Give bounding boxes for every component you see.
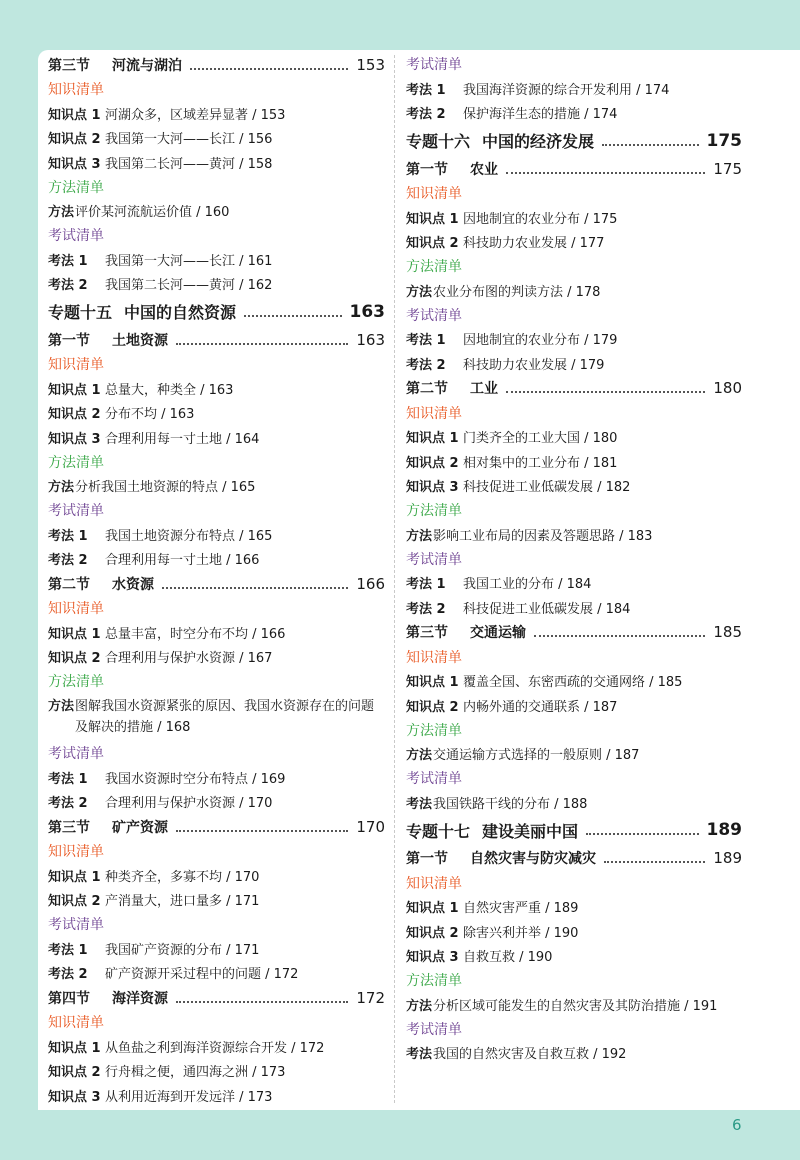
- toc-chapter[interactable]: [48, 296, 385, 327]
- dot-leader: [176, 1001, 348, 1003]
- section-title: 交通运输: [470, 625, 526, 641]
- entry-text: 我国第一大河——长江 / 161: [105, 253, 273, 269]
- category-heading: 考试清单: [406, 551, 462, 568]
- page-ref: 175: [713, 159, 742, 178]
- toc-entry[interactable]: [48, 765, 385, 790]
- section-number: 第三节: [48, 819, 90, 836]
- entry-text: 我国铁路干线的分布 / 188: [433, 796, 588, 812]
- chapter-number: 专题十六: [406, 132, 471, 151]
- entry-label: 考法 1: [48, 942, 88, 958]
- category-heading: 考试清单: [48, 917, 104, 933]
- category-heading: 方法清单: [406, 259, 462, 275]
- entry-label: 方法: [406, 998, 433, 1014]
- toc-entry[interactable]: [48, 645, 385, 670]
- toc-entry[interactable]: [406, 327, 742, 352]
- toc-entry[interactable]: [406, 992, 742, 1017]
- toc-entry[interactable]: [406, 449, 742, 474]
- toc-entry[interactable]: [48, 272, 385, 297]
- entry-label: 知识点 1: [48, 1040, 101, 1056]
- toc-entry[interactable]: [406, 522, 742, 547]
- toc-entry[interactable]: [48, 150, 385, 175]
- entry-label: 知识点 2: [406, 455, 459, 471]
- entry-text: 行舟楫之便，通四海之洲 / 173: [105, 1065, 286, 1081]
- section-title: 水资源: [112, 576, 154, 593]
- entry-text: 河湖众多，区域差异显著 / 153: [105, 107, 286, 123]
- entry-label: 知识点 3: [48, 1089, 101, 1105]
- entry-text: 我国第二长河——黄河 / 162: [105, 278, 273, 294]
- entry-text: 我国第一大河——长江 / 156: [105, 132, 273, 148]
- category-heading: 考试清单: [48, 503, 104, 519]
- toc-entry[interactable]: [406, 278, 742, 303]
- dot-leader: [506, 391, 705, 393]
- toc-entry[interactable]: [406, 790, 742, 815]
- entry-label: 方法: [406, 284, 433, 300]
- entry-text: 门类齐全的工业大国 / 180: [463, 431, 618, 447]
- entry-text: 农业分布图的判读方法 / 178: [433, 284, 601, 300]
- toc-entry[interactable]: [406, 1041, 742, 1066]
- entry-label: 知识点 2: [48, 894, 101, 910]
- entry-label: 知识点 2: [406, 236, 459, 252]
- section-number: 第一节: [406, 161, 448, 178]
- entry-text: 覆盖全国、东密西疏的交通网络 / 185: [463, 675, 683, 691]
- entry-text: 合理利用每一寸土地 / 164: [105, 431, 260, 447]
- page-ref: 189: [706, 820, 742, 840]
- entry-label: 知识点 2: [48, 1065, 101, 1081]
- entry-label: 知识点 1: [406, 431, 459, 447]
- page-ref: 170: [356, 817, 385, 836]
- toc-section[interactable]: [48, 814, 385, 839]
- toc-section[interactable]: [406, 376, 742, 401]
- entry-text: 我国矿产资源的分布 / 171: [105, 942, 260, 958]
- toc-section[interactable]: [406, 156, 742, 181]
- entry-text: 我国海洋资源的综合开发利用 / 174: [463, 82, 670, 98]
- toc-entry[interactable]: [406, 919, 742, 944]
- section-number: 第二节: [48, 576, 90, 593]
- page-ref: 153: [356, 55, 385, 74]
- entry-label: 知识点 3: [406, 950, 459, 966]
- chapter-title: 建设美丽中国: [482, 821, 579, 841]
- entry-text: 科技促进工业低碳发展 / 184: [463, 601, 631, 617]
- toc-entry[interactable]: [406, 895, 742, 920]
- category-heading: 知识清单: [48, 1015, 104, 1031]
- entry-label: 考法 2: [48, 553, 88, 569]
- category-heading: 考试清单: [48, 228, 104, 244]
- page-ref: 172: [356, 988, 385, 1007]
- entry-text: 我国水资源时空分布特点 / 169: [105, 771, 286, 787]
- toc-right-column: [406, 52, 742, 1065]
- section-number: 第三节: [48, 57, 90, 74]
- toc-entry[interactable]: [406, 76, 742, 101]
- entry-text: 交通运输方式选择的一般原则 / 187: [433, 748, 640, 764]
- toc-entry[interactable]: [48, 199, 385, 224]
- toc-chapter[interactable]: [406, 125, 742, 156]
- entry-text: 合理利用与保护水资源 / 170: [105, 796, 273, 812]
- toc-entry[interactable]: [48, 790, 385, 815]
- entry-label: 考法 2: [406, 357, 446, 373]
- toc-section[interactable]: [48, 52, 385, 77]
- entry-label: 知识点 1: [48, 869, 101, 885]
- toc-section[interactable]: [48, 985, 385, 1010]
- dot-leader: [162, 587, 348, 589]
- category-heading: 知识清单: [406, 875, 462, 892]
- entry-text: 合理利用与保护水资源 / 167: [105, 651, 273, 667]
- entry-text: 从利用近海到开发远洋 / 173: [105, 1089, 273, 1105]
- entry-text: 科技助力农业发展 / 177: [463, 236, 605, 252]
- toc-entry[interactable]: [406, 230, 742, 255]
- dot-leader: [190, 68, 348, 70]
- category-heading: 方法清单: [406, 973, 462, 989]
- entry-label: 方法: [406, 748, 433, 764]
- category-heading: 知识清单: [406, 405, 462, 422]
- toc-entry[interactable]: [48, 522, 385, 547]
- toc-section[interactable]: [48, 571, 385, 596]
- entry-text: 科技助力农业发展 / 179: [463, 357, 605, 373]
- toc-entry[interactable]: [48, 401, 385, 426]
- category-heading: 知识清单: [48, 844, 104, 860]
- dot-leader: [176, 830, 348, 832]
- dot-leader: [176, 343, 348, 345]
- toc-entry[interactable]: [48, 101, 385, 126]
- section-title: 自然灾害与防灾减灾: [470, 851, 596, 867]
- category-heading: 知识清单: [48, 82, 104, 98]
- category-heading: 方法清单: [48, 674, 104, 690]
- toc-entry[interactable]: [406, 669, 742, 694]
- section-title: 海洋资源: [112, 990, 168, 1007]
- entry-label: 知识点 2: [406, 699, 459, 715]
- entry-label: 知识点 2: [406, 925, 459, 941]
- entry-text: 因地制宜的农业分布 / 179: [463, 333, 618, 349]
- chapter-number: 专题十七: [406, 821, 471, 841]
- entry-label: 知识点 2: [48, 407, 101, 423]
- entry-label: 考法 2: [48, 796, 88, 812]
- entry-text: 分析区域可能发生的自然灾害及其防治措施 / 191: [433, 998, 718, 1014]
- entry-label: 知识点 2: [48, 651, 101, 667]
- entry-text: 自救互救 / 190: [463, 950, 553, 966]
- entry-text: 我国的自然灾害及自救互救 / 192: [433, 1047, 627, 1063]
- chapter-title: 中国的自然资源: [124, 303, 237, 322]
- entry-text: 从鱼盐之利到海洋资源综合开发 / 172: [105, 1040, 325, 1056]
- page-ref: 163: [356, 330, 385, 349]
- dot-leader: [244, 315, 341, 317]
- dot-leader: [506, 172, 705, 174]
- entry-text: 分布不均 / 163: [105, 407, 195, 423]
- chapter-number: 专题十五: [48, 303, 113, 322]
- toc-entry[interactable]: [406, 571, 742, 596]
- toc-entry[interactable]: [48, 247, 385, 272]
- entry-label: 知识点 1: [406, 901, 459, 917]
- toc-entry[interactable]: [48, 863, 385, 888]
- category-heading: 方法清单: [48, 179, 104, 196]
- category-heading: 方法清单: [406, 503, 462, 519]
- column-separator: [394, 55, 395, 1103]
- section-number: 第三节: [406, 625, 448, 641]
- section-number: 第二节: [406, 381, 448, 397]
- entry-text: 相对集中的工业分布 / 181: [463, 455, 618, 471]
- toc-entry[interactable]: [48, 888, 385, 913]
- toc-chapter[interactable]: [406, 815, 742, 846]
- category-heading: 知识清单: [406, 186, 462, 202]
- category-heading: 考试清单: [406, 57, 462, 73]
- page-ref: 185: [713, 623, 742, 641]
- entry-label: 考法: [406, 796, 433, 812]
- entry-text: 总量丰富，时空分布不均 / 166: [105, 626, 286, 642]
- toc-entry[interactable]: [48, 547, 385, 572]
- entry-label: 知识点 3: [48, 156, 101, 172]
- category-heading: 知识清单: [48, 601, 104, 617]
- toc-entry[interactable]: [406, 101, 742, 126]
- category-heading: 考试清单: [406, 1021, 462, 1038]
- entry-text: 我国第二长河——黄河 / 158: [105, 156, 273, 172]
- dot-leader: [604, 861, 705, 863]
- toc-entry[interactable]: [48, 1034, 385, 1059]
- entry-label: 考法 1: [406, 333, 446, 349]
- entry-label: 考法 2: [48, 967, 88, 983]
- category-heading: 方法清单: [48, 454, 104, 471]
- entry-text: 总量大，种类全 / 163: [105, 382, 234, 398]
- section-title: 土地资源: [112, 332, 168, 349]
- toc-entry[interactable]: [406, 205, 742, 230]
- dot-leader: [534, 635, 705, 637]
- entry-text: 矿产资源开采过程中的问题 / 172: [105, 967, 299, 983]
- entry-text: 图解我国水资源紧张的原因、我国水资源存在的问题及解决的措施 / 168: [75, 699, 375, 735]
- toc-entry[interactable]: [406, 351, 742, 376]
- category-heading: 考试清单: [406, 771, 462, 787]
- category-heading: 知识清单: [48, 357, 104, 373]
- entry-label: 考法 1: [48, 528, 88, 544]
- toc-entry[interactable]: [406, 693, 742, 718]
- page-ref: 163: [349, 301, 385, 322]
- toc-entry[interactable]: [48, 425, 385, 450]
- entry-label: 考法 1: [406, 82, 446, 98]
- toc-entry[interactable]: [48, 126, 385, 151]
- section-title: 矿产资源: [112, 819, 168, 836]
- toc-section[interactable]: [406, 620, 742, 645]
- entry-text: 除害兴利并举 / 190: [463, 925, 579, 941]
- page-number: 6: [732, 1116, 742, 1134]
- entry-label: 考法 1: [48, 771, 88, 787]
- entry-label: 知识点 3: [406, 480, 459, 496]
- entry-label: 知识点 1: [48, 382, 101, 398]
- toc-entry[interactable]: [406, 944, 742, 969]
- entry-text: 自然灾害严重 / 189: [463, 901, 579, 917]
- category-heading: 知识清单: [406, 649, 462, 666]
- toc-entry[interactable]: [406, 742, 742, 767]
- toc-entry[interactable]: [48, 936, 385, 961]
- entry-label: 知识点 1: [406, 675, 459, 691]
- entry-text: 我国工业的分布 / 184: [463, 577, 592, 593]
- entry-label: 知识点 1: [48, 107, 101, 123]
- page-ref: 189: [713, 849, 742, 867]
- entry-text: 我国土地资源分布特点 / 165: [105, 528, 273, 544]
- category-heading: 方法清单: [406, 722, 462, 739]
- toc-entry[interactable]: [48, 1083, 385, 1108]
- entry-label: 考法: [406, 1047, 433, 1063]
- entry-label: 知识点 1: [48, 626, 101, 642]
- entry-text: 种类齐全，多寡不均 / 170: [105, 869, 260, 885]
- section-title: 工业: [470, 381, 498, 397]
- entry-text: 评价某河流航运价值 / 160: [75, 205, 230, 221]
- toc-entry[interactable]: [48, 1059, 385, 1084]
- toc-section[interactable]: [406, 846, 742, 871]
- page-ref: 175: [706, 130, 742, 151]
- category-heading: 考试清单: [48, 746, 104, 762]
- entry-label: 方法: [406, 528, 433, 544]
- page-ref: 180: [713, 379, 742, 397]
- section-number: 第一节: [406, 851, 448, 867]
- toc-entry[interactable]: [406, 595, 742, 620]
- category-heading: 考试清单: [406, 307, 462, 324]
- section-number: 第四节: [48, 990, 90, 1007]
- entry-text: 因地制宜的农业分布 / 175: [463, 211, 618, 227]
- entry-label: 考法 2: [48, 278, 88, 294]
- section-number: 第一节: [48, 332, 90, 349]
- entry-label: 考法 2: [406, 107, 446, 123]
- entry-text: 内畅外通的交通联系 / 187: [463, 699, 618, 715]
- toc-entry[interactable]: [48, 376, 385, 401]
- toc-entry[interactable]: [48, 474, 385, 499]
- entry-label: 考法 1: [48, 253, 88, 269]
- entry-label: 方法: [48, 480, 75, 496]
- toc-entry[interactable]: [48, 693, 385, 741]
- entry-label: 知识点 1: [406, 211, 459, 227]
- entry-text: 产消量大，进口量多 / 171: [105, 894, 260, 910]
- entry-label: 方法: [48, 699, 75, 714]
- toc-entry[interactable]: [406, 474, 742, 499]
- entry-label: 考法 1: [406, 577, 446, 593]
- entry-label: 考法 2: [406, 601, 446, 617]
- dot-leader: [602, 144, 698, 146]
- entry-label: 知识点 2: [48, 132, 101, 148]
- toc-entry[interactable]: [48, 961, 385, 986]
- entry-label: 方法: [48, 205, 75, 221]
- entry-label: 知识点 3: [48, 431, 101, 447]
- dot-leader: [586, 833, 698, 835]
- chapter-title: 中国的经济发展: [482, 132, 595, 151]
- entry-text: 保护海洋生态的措施 / 174: [463, 107, 618, 123]
- entry-text: 合理利用每一寸土地 / 166: [105, 553, 260, 569]
- toc-entry[interactable]: [406, 425, 742, 450]
- toc-section[interactable]: [48, 327, 385, 352]
- toc-left-column: [48, 52, 385, 1108]
- section-title: 农业: [470, 161, 498, 178]
- page-ref: 166: [356, 574, 385, 593]
- entry-text: 科技促进工业低碳发展 / 182: [463, 480, 631, 496]
- section-title: 河流与湖泊: [112, 57, 182, 74]
- entry-text: 分析我国土地资源的特点 / 165: [75, 480, 256, 496]
- entry-text: 影响工业布局的因素及答题思路 / 183: [433, 528, 653, 544]
- toc-entry[interactable]: [48, 620, 385, 645]
